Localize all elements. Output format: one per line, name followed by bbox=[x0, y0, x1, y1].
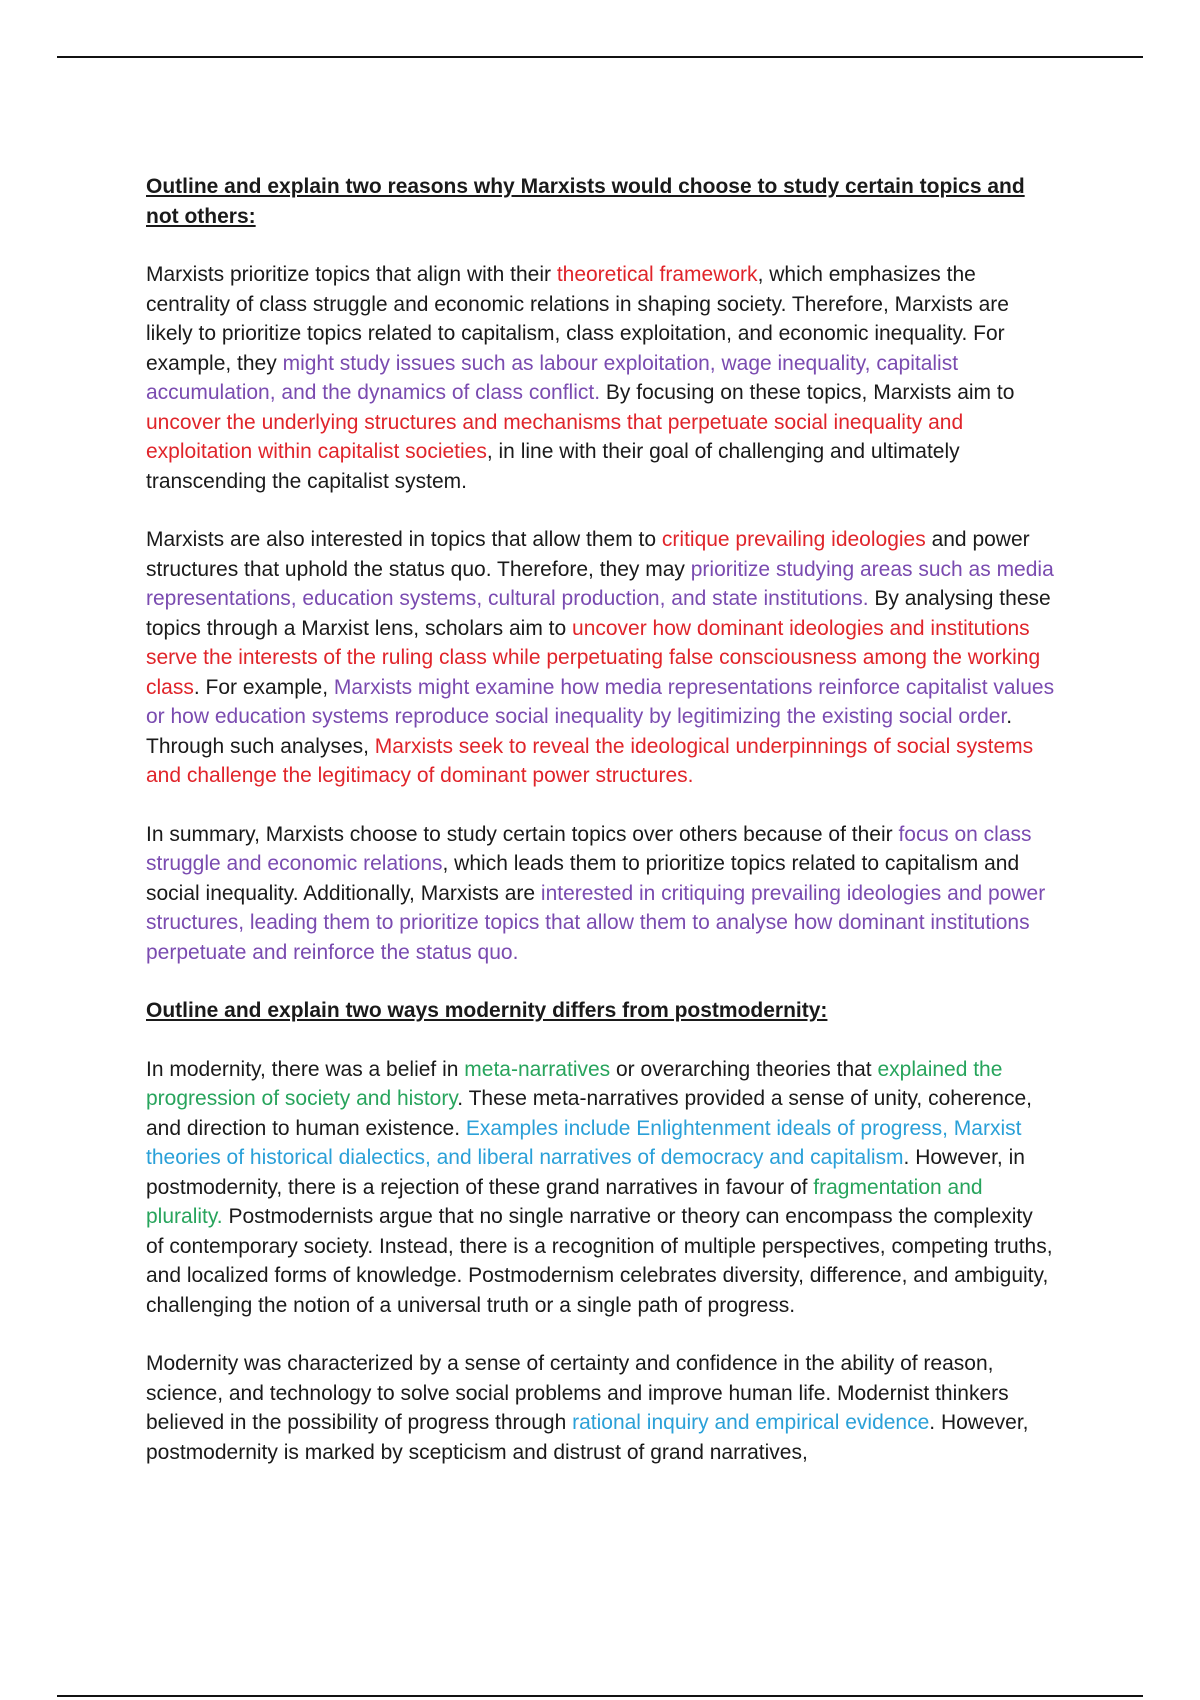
body-text: , which leads them to prioritize topics related to capitalism and social inequality. Additionally, Marxists are bbox=[146, 852, 1020, 905]
paragraph bbox=[146, 1055, 1056, 1321]
body-text: By analysing these topics through a Marxist lens, scholars aim to bbox=[146, 587, 1051, 640]
body-text: By focusing on these topics, Marxists aim to bbox=[600, 381, 1015, 404]
section-heading: Outline and explain two reasons why Marxists would choose to study certain topics and not others: bbox=[146, 175, 1025, 228]
body-text: In summary, Marxists choose to study certain topics over others because of their bbox=[146, 822, 899, 846]
highlighted-text: might study issues such as labour exploitation, wage inequality, capitalist accumulation, and the dynamics of class conflict. bbox=[146, 351, 959, 404]
body-text: or overarching theories that bbox=[610, 1057, 878, 1081]
highlighted-text: uncover the underlying structures and mechanisms that perpetuate social inequality and exploitation within capitalist societies bbox=[146, 410, 964, 463]
page-top-rule bbox=[57, 56, 1143, 58]
paragraph bbox=[146, 1349, 1056, 1467]
highlighted-text: interested in critiquing prevailing ideologies and power structures, leading them to prioritize topics that allow them to analyse how dominant institutions perpetuate and reinforce the status quo. bbox=[146, 881, 1046, 964]
highlighted-text: rational inquiry and empirical evidence bbox=[572, 1411, 930, 1434]
body-text: In modernity, there was a belief in bbox=[146, 1057, 465, 1081]
highlighted-text: explained the progression of society and history bbox=[146, 1057, 1003, 1110]
highlighted-text: prioritize studying areas such as media representations, education systems, cultural production, and state institutions. bbox=[146, 557, 1054, 610]
highlighted-text: focus on class struggle and economic relations bbox=[146, 822, 1032, 875]
highlighted-text: Examples include Enlightenment ideals of progress, Marxist theories of historical dialectics, and liberal narratives of democracy and capitalism bbox=[146, 1116, 1022, 1169]
body-text: , which emphasizes the centrality of class struggle and economic relations in shaping society. Therefore, Marxists are likely to prioritize topics related to capitalism, class exploitation, and economic inequality. For example, they bbox=[146, 263, 1009, 375]
highlighted-text: fragmentation and plurality. bbox=[146, 1175, 983, 1228]
page-bottom-rule bbox=[57, 1695, 1143, 1697]
paragraph bbox=[146, 260, 1056, 496]
highlighted-text: theoretical framework bbox=[556, 263, 758, 286]
paragraph bbox=[146, 525, 1056, 791]
body-text: . Through such analyses, bbox=[146, 705, 1013, 758]
body-text: Modernity was characterized by a sense of certainty and confidence in the ability of reason, science, and technology to solve social problems and improve human life. Modernist thinkers believed in the possibility of progress through bbox=[146, 1352, 1009, 1434]
body-text: , in line with their goal of challenging and ultimately transcending the capitalist system. bbox=[146, 440, 960, 493]
body-text: . However, in postmodernity, there is a rejection of these grand narratives in favour of bbox=[146, 1146, 1025, 1199]
body-text: . These meta-narratives provided a sense of unity, coherence, and direction to human existence. bbox=[146, 1087, 1032, 1140]
body-text: Postmodernists argue that no single narrative or theory can encompass the complexity of contemporary society. Instead, there is a recognition of multiple perspectives, competing truths, and localized forms of knowledge. Postmodernism celebrates diversity, difference, and ambiguity, challenging the notion of a universal truth or a single path of progress. bbox=[146, 1205, 1053, 1317]
highlighted-text: critique prevailing ideologies bbox=[661, 528, 926, 551]
body-text: and power structures that uphold the status quo. Therefore, they may bbox=[146, 528, 1030, 581]
section-marxists bbox=[146, 172, 1056, 967]
body-text: Marxists are also interested in topics that allow them to bbox=[146, 528, 662, 551]
section-modernity bbox=[146, 996, 1056, 1467]
body-text: . However, postmodernity is marked by scepticism and distrust of grand narratives, bbox=[146, 1411, 1029, 1464]
body-text: Marxists prioritize topics that align with their bbox=[146, 263, 557, 286]
paragraph bbox=[146, 820, 1056, 968]
body-text: . For example, bbox=[193, 675, 334, 699]
document-body bbox=[146, 172, 1056, 1496]
highlighted-text: uncover how dominant ideologies and institutions serve the interests of the ruling class while perpetuating false consciousness among the working class bbox=[146, 616, 1041, 699]
highlighted-text: Marxists seek to reveal the ideological underpinnings of social systems and challenge the legitimacy of dominant power structures. bbox=[146, 734, 1034, 787]
section-heading: Outline and explain two ways modernity differs from postmodernity: bbox=[146, 999, 828, 1022]
highlighted-text: Marxists might examine how media representations reinforce capitalist values or how education systems reproduce social inequality by legitimizing the existing social order bbox=[146, 675, 1055, 728]
highlighted-text: meta-narratives bbox=[464, 1057, 611, 1081]
